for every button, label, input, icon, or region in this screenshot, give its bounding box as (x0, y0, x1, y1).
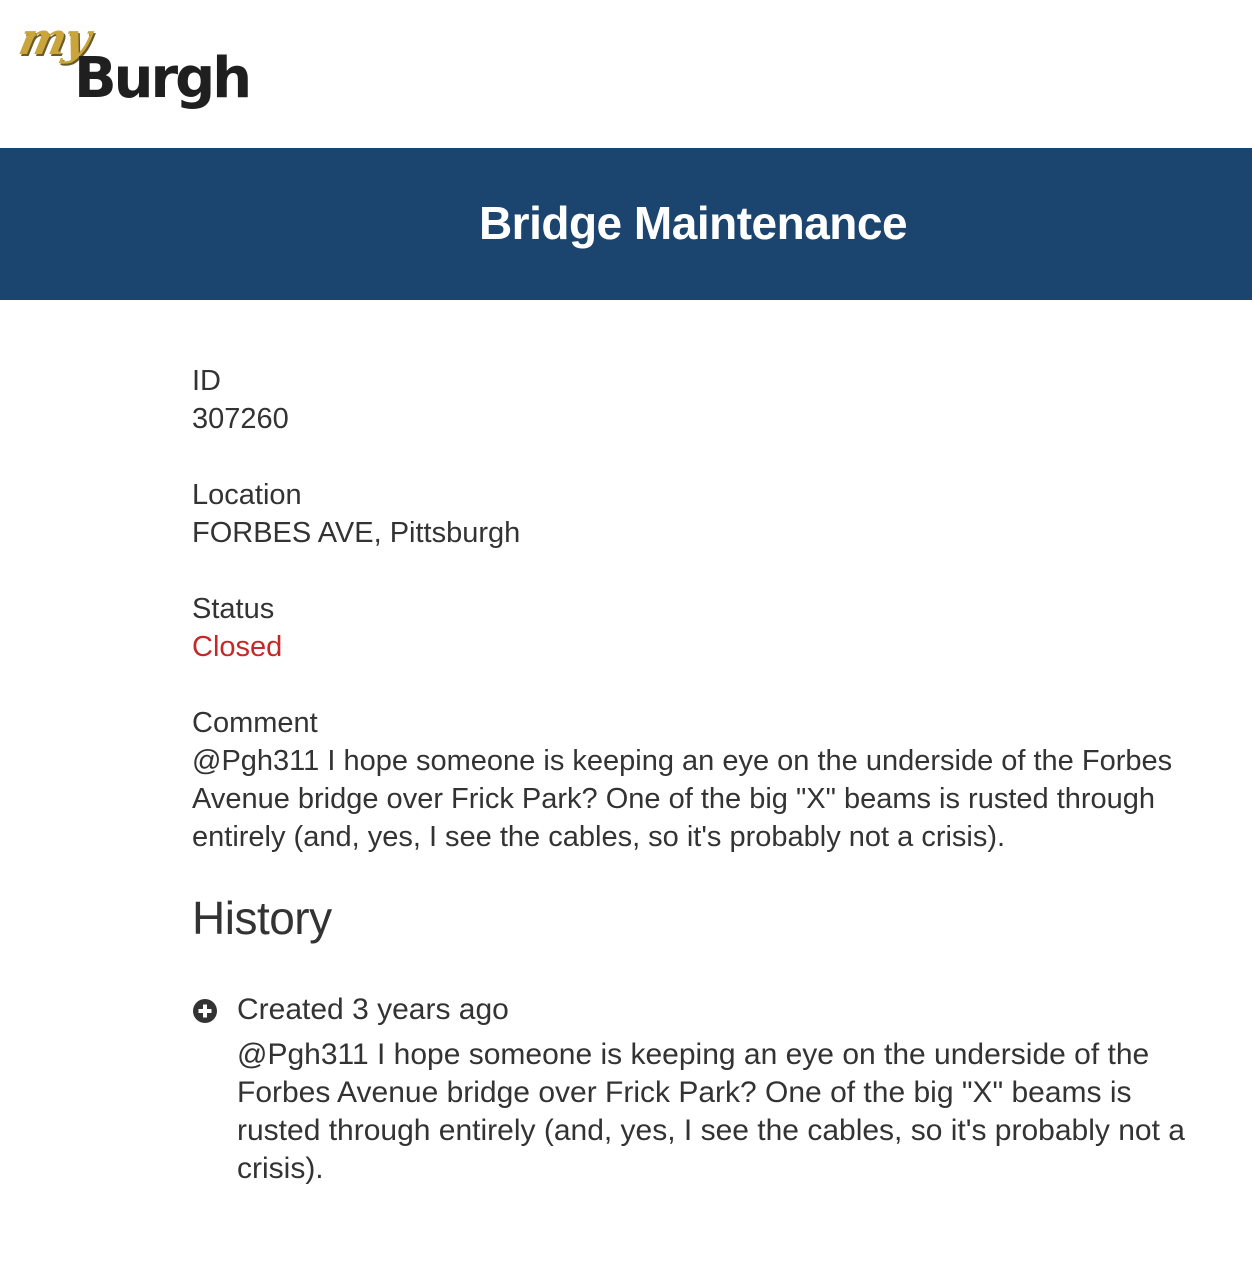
id-field (192, 362, 1202, 438)
page-title: Bridge Maintenance (478, 197, 908, 249)
location-field (192, 476, 1202, 552)
location-value: FORBES AVE, Pittsburgh (192, 517, 521, 549)
comment-field (192, 704, 1202, 856)
id-label: ID (192, 365, 221, 397)
header-banner (0, 148, 1252, 300)
plus-circle-icon (192, 998, 218, 1024)
status-value: Closed (192, 631, 283, 663)
comment-label: Comment (192, 707, 318, 739)
history-entry (192, 990, 1202, 1188)
request-details (192, 362, 1202, 1188)
myburgh-logo[interactable] (14, 10, 250, 125)
status-field (192, 590, 1202, 666)
status-label: Status (192, 593, 275, 625)
location-label: Location (192, 479, 302, 511)
logo-my-text: my (14, 14, 94, 65)
history-heading: History (192, 892, 332, 944)
comment-value: @Pgh311 I hope someone is keeping an eye on the underside of the Forbes Avenue bridge over Frick Park? One of the big "X" beams is rusted through entirely (and, yes, I see the cables, so it's probably not a crisis). (192, 745, 1173, 853)
logo-burgh-text: Burgh (74, 46, 250, 111)
history-event-text: @Pgh311 I hope someone is keeping an eye on the underside of the Forbes Avenue bridge over Frick Park? One of the big "X" beams is rusted through entirely (and, yes, I see the cables, so it's probably not a crisis). (237, 1038, 1185, 1185)
id-value: 307260 (192, 403, 289, 435)
history-event: Created 3 years ago (237, 993, 509, 1026)
